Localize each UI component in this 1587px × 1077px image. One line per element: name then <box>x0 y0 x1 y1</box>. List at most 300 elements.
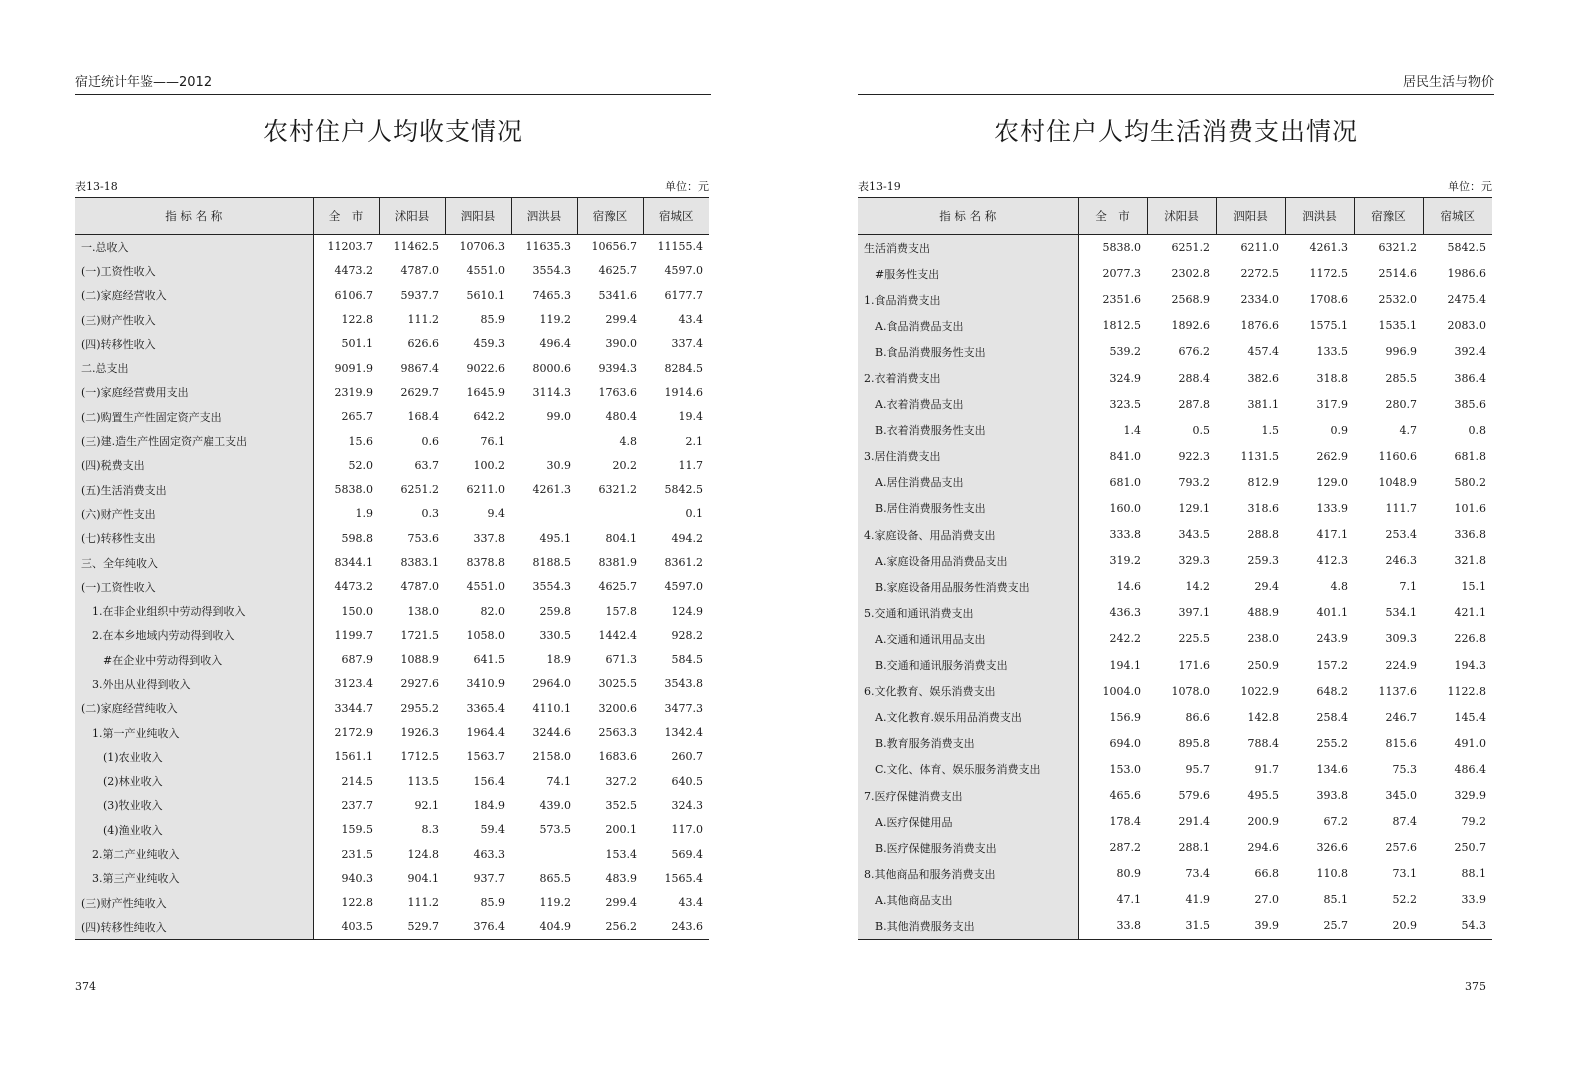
value-cell: 3025.5 <box>598 677 637 691</box>
value-cell: 865.5 <box>539 871 571 885</box>
table-row <box>75 648 709 672</box>
value-cell: 113.5 <box>407 774 439 788</box>
value-cell: 20.2 <box>612 458 637 472</box>
indicator-name: (二)家庭经营纯收入 <box>75 696 313 720</box>
value-cell: 569.4 <box>671 847 703 861</box>
table-row <box>75 818 709 842</box>
value-cell: 124.9 <box>671 604 703 618</box>
value-cell: 224.9 <box>1385 658 1417 672</box>
value-cell: 390.0 <box>605 337 637 351</box>
value-cell: 318.6 <box>1247 501 1279 515</box>
value-cell: 194.1 <box>1109 658 1141 672</box>
value-cell: 4597.0 <box>664 580 703 594</box>
value-cell: 385.6 <box>1454 397 1486 411</box>
column-header-region: 宿城区 <box>643 198 709 235</box>
value-cell: 110.8 <box>1316 867 1348 881</box>
value-cell: 401.1 <box>1316 606 1348 620</box>
value-cell: 4110.1 <box>532 701 571 715</box>
indicator-name: 7.医疗保健消费支出 <box>858 782 1078 808</box>
value-cell: 4787.0 <box>400 580 439 594</box>
indicator-name: 二.总支出 <box>75 356 313 380</box>
value-cell: 491.0 <box>1454 736 1486 750</box>
table-row <box>858 417 1492 443</box>
value-cell: 694.0 <box>1109 736 1141 750</box>
indicator-name: A.家庭设备用品消费品支出 <box>858 548 1078 574</box>
value-cell: 287.2 <box>1109 841 1141 855</box>
value-cell: 194.3 <box>1454 658 1486 672</box>
indicator-name: B.医疗保健服务消费支出 <box>858 835 1078 861</box>
value-cell: 14.6 <box>1116 580 1141 594</box>
page-number: 375 <box>1465 980 1486 993</box>
value-cell: 288.8 <box>1247 528 1279 542</box>
value-cell: 2077.3 <box>1102 267 1141 281</box>
indicator-name: 1.食品消费支出 <box>858 287 1078 313</box>
value-cell: 392.4 <box>1454 345 1486 359</box>
value-cell: 86.6 <box>1185 710 1210 724</box>
column-header-region: 宿豫区 <box>1354 198 1423 235</box>
value-cell: 529.7 <box>379 915 445 939</box>
table-row <box>858 495 1492 521</box>
value-cell: 480.4 <box>605 410 637 424</box>
value-cell: 226.8 <box>1454 632 1486 646</box>
table-row <box>858 443 1492 469</box>
page-title: 农村住户人均收支情况 <box>262 117 523 146</box>
value-cell: 937.7 <box>473 871 505 885</box>
value-cell: 157.2 <box>1316 658 1348 672</box>
value-cell: 157.8 <box>605 604 637 618</box>
value-cell: 3410.9 <box>466 677 505 691</box>
value-cell: 804.1 <box>605 531 637 545</box>
value-cell: 436.3 <box>1109 606 1141 620</box>
indicator-name: (一)家庭经营费用支出 <box>75 380 313 404</box>
table-row <box>858 730 1492 756</box>
value-cell: 318.8 <box>1316 371 1348 385</box>
value-cell: 501.1 <box>341 337 373 351</box>
table-row <box>75 356 709 380</box>
indicator-name: B.其他消费服务支出 <box>858 913 1078 939</box>
value-cell: 393.8 <box>1316 789 1348 803</box>
value-cell: 9394.3 <box>598 361 637 375</box>
table-row <box>75 259 709 283</box>
value-cell: 11203.7 <box>327 240 373 254</box>
table-row <box>75 550 709 574</box>
indicator-name: 4.家庭设备、用品消费支出 <box>858 522 1078 548</box>
value-cell: 8381.9 <box>598 556 637 569</box>
table-row <box>75 599 709 623</box>
value-cell: 3244.6 <box>532 726 571 740</box>
value-cell: 1172.5 <box>1309 267 1348 281</box>
value-cell <box>577 502 643 526</box>
value-cell: 0.8 <box>1468 423 1486 437</box>
value-cell: 337.8 <box>473 531 505 545</box>
indicator-name: 一.总收入 <box>75 235 313 259</box>
indicator-name: 8.其他商品和服务消费支出 <box>858 861 1078 887</box>
table-row <box>75 502 709 526</box>
value-cell: 0.1 <box>685 507 703 521</box>
value-cell: 382.6 <box>1247 371 1279 385</box>
value-cell: 642.2 <box>473 410 505 424</box>
value-cell: 253.4 <box>1385 528 1417 542</box>
value-cell: 459.3 <box>473 337 505 351</box>
value-cell: 895.8 <box>1178 736 1210 750</box>
value-cell: 262.9 <box>1316 449 1348 463</box>
indicator-name: (四)转移性收入 <box>75 332 313 356</box>
value-cell: 6251.2 <box>1171 241 1210 255</box>
value-cell: 681.8 <box>1454 449 1486 463</box>
value-cell: 4597.0 <box>664 264 703 278</box>
value-cell: 904.1 <box>407 871 439 885</box>
value-cell: 8.3 <box>421 823 439 837</box>
value-cell: 2302.8 <box>1171 267 1210 281</box>
value-cell: 788.4 <box>1247 736 1279 750</box>
value-cell: 260.7 <box>671 750 703 764</box>
table-row <box>858 600 1492 626</box>
value-cell: 404.9 <box>511 915 577 939</box>
consumption-expenditure-table <box>858 197 1492 940</box>
table-row <box>858 261 1492 287</box>
table-row <box>75 575 709 599</box>
value-cell: 231.5 <box>341 847 373 861</box>
value-cell: 2563.3 <box>598 726 637 740</box>
value-cell: 1561.1 <box>334 750 373 764</box>
table-row <box>858 782 1492 808</box>
value-cell: 160.0 <box>1109 501 1141 515</box>
value-cell: 168.4 <box>407 410 439 424</box>
table-row <box>858 339 1492 365</box>
value-cell: 598.8 <box>341 531 373 545</box>
value-cell: 8378.8 <box>466 556 505 569</box>
indicator-name: 三、全年纯收入 <box>75 550 313 574</box>
indicator-name: 1.第一产业纯收入 <box>75 720 313 744</box>
value-cell: 159.5 <box>341 823 373 837</box>
indicator-name: (七)转移性支出 <box>75 526 313 550</box>
value-cell: 111.7 <box>1385 501 1417 515</box>
column-header-region: 宿城区 <box>1423 198 1492 235</box>
value-cell: 153.4 <box>605 847 637 861</box>
value-cell: 2172.9 <box>334 726 373 740</box>
table-row <box>75 235 709 259</box>
value-cell: 4551.0 <box>466 580 505 594</box>
value-cell: 6177.7 <box>664 288 703 302</box>
table-row <box>75 720 709 744</box>
value-cell: 2.1 <box>685 434 703 448</box>
value-cell: 2629.7 <box>400 385 439 399</box>
indicator-name: #服务性支出 <box>858 261 1078 287</box>
value-cell: 397.1 <box>1178 606 1210 620</box>
unit-label: 单位：元 <box>665 180 709 193</box>
value-cell: 2351.6 <box>1102 293 1141 307</box>
value-cell: 1926.3 <box>400 726 439 740</box>
indicator-name: (一)工资性收入 <box>75 259 313 283</box>
table-row <box>858 835 1492 861</box>
table-row <box>858 809 1492 835</box>
value-cell: 280.7 <box>1385 397 1417 411</box>
value-cell: 41.9 <box>1185 893 1210 907</box>
indicator-name: 2.衣着消费支出 <box>858 365 1078 391</box>
table-row <box>75 769 709 793</box>
value-cell: 134.6 <box>1316 762 1348 776</box>
value-cell: 39.9 <box>1216 913 1285 939</box>
value-cell: 687.9 <box>341 653 373 667</box>
indicator-name: #在企业中劳动得到收入 <box>75 648 313 672</box>
value-cell: 4551.0 <box>466 264 505 278</box>
value-cell: 258.4 <box>1316 710 1348 724</box>
value-cell: 324.9 <box>1109 371 1141 385</box>
value-cell: 82.0 <box>480 604 505 618</box>
value-cell: 18.9 <box>546 653 571 667</box>
value-cell: 3554.3 <box>532 264 571 278</box>
value-cell: 111.2 <box>407 313 439 327</box>
indicator-name: (五)生活消费支出 <box>75 477 313 501</box>
value-cell: 584.5 <box>671 653 703 667</box>
value-cell: 145.4 <box>1454 710 1486 724</box>
value-cell: 1565.4 <box>664 871 703 885</box>
value-cell: 259.8 <box>539 604 571 618</box>
value-cell: 329.9 <box>1454 789 1486 803</box>
value-cell: 29.4 <box>1254 580 1279 594</box>
value-cell: 4261.3 <box>1309 241 1348 255</box>
value-cell: 2158.0 <box>532 750 571 764</box>
indicator-name: (二)家庭经营收入 <box>75 283 313 307</box>
column-header-region: 泗阳县 <box>445 198 511 235</box>
indicator-name: 6.文化教育、娱乐消费支出 <box>858 678 1078 704</box>
column-header-region: 沭阳县 <box>1147 198 1216 235</box>
indicator-name: A.居住消费品支出 <box>858 469 1078 495</box>
value-cell: 9091.9 <box>334 361 373 375</box>
value-cell: 142.8 <box>1247 710 1279 724</box>
table-row <box>858 887 1492 913</box>
value-cell: 138.0 <box>407 604 439 618</box>
value-cell: 1812.5 <box>1102 319 1141 333</box>
value-cell: 256.2 <box>577 915 643 939</box>
indicator-name: 5.交通和通讯消费支出 <box>858 600 1078 626</box>
value-cell: 5838.0 <box>1102 241 1141 255</box>
table-row <box>75 429 709 453</box>
value-cell: 19.4 <box>678 410 703 424</box>
table-row <box>858 391 1492 417</box>
value-cell: 85.1 <box>1323 893 1348 907</box>
value-cell: 3344.7 <box>334 701 373 715</box>
running-head: 居民生活与物价 <box>858 74 1494 95</box>
value-cell: 119.2 <box>539 896 571 910</box>
value-cell: 3554.3 <box>532 580 571 594</box>
column-header-region: 全 市 <box>1078 198 1147 235</box>
value-cell: 539.2 <box>1109 345 1141 359</box>
value-cell: 2532.0 <box>1378 293 1417 307</box>
value-cell: 66.8 <box>1254 867 1279 881</box>
table-row <box>75 307 709 331</box>
value-cell: 75.3 <box>1392 762 1417 776</box>
value-cell: 1892.6 <box>1171 319 1210 333</box>
value-cell: 319.2 <box>1109 554 1141 568</box>
value-cell: 95.7 <box>1185 762 1210 776</box>
value-cell: 5838.0 <box>334 483 373 497</box>
value-cell: 483.9 <box>605 871 637 885</box>
value-cell: 43.4 <box>678 896 703 910</box>
value-cell: 4473.2 <box>334 264 373 278</box>
value-cell <box>511 429 577 453</box>
value-cell: 8344.1 <box>334 556 373 569</box>
value-cell: 1048.9 <box>1378 475 1417 489</box>
value-cell: 681.0 <box>1109 475 1141 489</box>
indicator-name: B.家庭设备用品服务性消费支出 <box>858 574 1078 600</box>
value-cell: 85.9 <box>480 313 505 327</box>
column-header-region: 全 市 <box>313 198 379 235</box>
table-row <box>858 313 1492 339</box>
value-cell: 3477.3 <box>664 701 703 715</box>
value-cell: 8000.6 <box>532 361 571 375</box>
value-cell: 494.2 <box>671 531 703 545</box>
table-row <box>858 626 1492 652</box>
value-cell: 6321.2 <box>1378 241 1417 255</box>
value-cell: 1563.7 <box>466 750 505 764</box>
value-cell: 5842.5 <box>664 483 703 497</box>
indicator-name: 2.第二产业纯收入 <box>75 842 313 866</box>
value-cell: 1342.4 <box>664 726 703 740</box>
value-cell: 52.2 <box>1392 893 1417 907</box>
value-cell: 30.9 <box>546 458 571 472</box>
value-cell: 238.0 <box>1247 632 1279 646</box>
value-cell: 11462.5 <box>393 240 439 254</box>
value-cell: 15.6 <box>348 434 373 448</box>
value-cell: 200.1 <box>605 823 637 837</box>
value-cell: 287.8 <box>1178 397 1210 411</box>
value-cell: 9.4 <box>487 507 505 521</box>
table-row <box>858 704 1492 730</box>
value-cell: 54.3 <box>1423 913 1492 939</box>
value-cell: 1708.6 <box>1309 293 1348 307</box>
value-cell: 288.1 <box>1178 841 1210 855</box>
value-cell: 47.1 <box>1116 893 1141 907</box>
value-cell: 0.3 <box>421 507 439 521</box>
indicator-name: (三)财产性收入 <box>75 307 313 331</box>
table-row <box>858 548 1492 574</box>
value-cell: 291.4 <box>1178 815 1210 829</box>
value-cell: 0.9 <box>1330 423 1348 437</box>
value-cell: 1986.6 <box>1447 267 1486 281</box>
table-row <box>858 522 1492 548</box>
indicator-name: (二)购置生产性固定资产支出 <box>75 405 313 429</box>
value-cell: 417.1 <box>1316 528 1348 542</box>
indicator-name: 1.在非企业组织中劳动得到收入 <box>75 599 313 623</box>
value-cell: 3114.3 <box>532 385 571 399</box>
value-cell: 124.8 <box>407 847 439 861</box>
indicator-name: A.文化教育.娱乐用品消费支出 <box>858 704 1078 730</box>
value-cell: 1914.6 <box>664 385 703 399</box>
value-cell: 1645.9 <box>466 385 505 399</box>
income-expenditure-table <box>75 197 709 940</box>
value-cell: 403.5 <box>313 915 379 939</box>
table-row <box>75 405 709 429</box>
value-cell: 1721.5 <box>400 628 439 642</box>
value-cell: 641.5 <box>473 653 505 667</box>
value-cell: 573.5 <box>539 823 571 837</box>
value-cell: 1.9 <box>355 507 373 521</box>
table-row <box>858 235 1492 261</box>
value-cell: 11635.3 <box>525 240 571 254</box>
value-cell: 171.6 <box>1178 658 1210 672</box>
value-cell: 117.0 <box>671 823 703 837</box>
indicator-name: A.交通和通讯用品支出 <box>858 626 1078 652</box>
value-cell: 2955.2 <box>400 701 439 715</box>
value-cell: 74.1 <box>546 774 571 788</box>
value-cell: 343.5 <box>1178 528 1210 542</box>
value-cell: 2514.6 <box>1378 267 1417 281</box>
value-cell: 129.0 <box>1316 475 1348 489</box>
value-cell: 214.5 <box>341 774 373 788</box>
value-cell: 246.7 <box>1385 710 1417 724</box>
indicator-name: (4)渔业收入 <box>75 818 313 842</box>
value-cell: 815.6 <box>1385 736 1417 750</box>
column-header-region: 泗洪县 <box>1285 198 1354 235</box>
value-cell: 9022.6 <box>466 361 505 375</box>
value-cell: 250.9 <box>1247 658 1279 672</box>
table-row <box>75 623 709 647</box>
value-cell: 1199.7 <box>334 628 373 642</box>
indicator-name: B.食品消费服务性支出 <box>858 339 1078 365</box>
table-row <box>75 332 709 356</box>
indicator-name: 3.第三产业纯收入 <box>75 866 313 890</box>
value-cell: 156.4 <box>473 774 505 788</box>
value-cell: 294.6 <box>1247 841 1279 855</box>
indicator-name: (1)农业收入 <box>75 745 313 769</box>
value-cell: 996.9 <box>1385 345 1417 359</box>
value-cell: 243.9 <box>1316 632 1348 646</box>
value-cell: 122.8 <box>341 896 373 910</box>
indicator-name: B.交通和通讯服务消费支出 <box>858 652 1078 678</box>
value-cell: 321.8 <box>1454 554 1486 568</box>
value-cell: 133.5 <box>1316 345 1348 359</box>
value-cell: 27.0 <box>1254 893 1279 907</box>
value-cell: 59.4 <box>480 823 505 837</box>
value-cell: 1022.9 <box>1240 684 1279 698</box>
value-cell: 626.6 <box>407 337 439 351</box>
value-cell: 4625.7 <box>598 580 637 594</box>
value-cell: 43.4 <box>678 313 703 327</box>
value-cell: 299.4 <box>605 896 637 910</box>
value-cell: 4787.0 <box>400 264 439 278</box>
table-row <box>75 696 709 720</box>
value-cell: 153.0 <box>1109 762 1141 776</box>
indicator-name: B.居住消费服务性支出 <box>858 495 1078 521</box>
value-cell: 79.2 <box>1461 815 1486 829</box>
table-row <box>75 283 709 307</box>
column-header-indicator: 指 标 名 称 <box>858 198 1078 235</box>
value-cell: 330.5 <box>539 628 571 642</box>
value-cell: 9867.4 <box>400 361 439 375</box>
table-row <box>75 453 709 477</box>
value-cell: 225.5 <box>1178 632 1210 646</box>
indicator-name: A.衣着消费品支出 <box>858 391 1078 417</box>
table-row <box>75 793 709 817</box>
table-row <box>858 861 1492 887</box>
value-cell: 336.8 <box>1454 528 1486 542</box>
table-row <box>858 469 1492 495</box>
value-cell: 928.2 <box>671 628 703 642</box>
value-cell: 671.3 <box>605 653 637 667</box>
value-cell: 111.2 <box>407 896 439 910</box>
value-cell: 133.9 <box>1316 501 1348 515</box>
value-cell: 156.9 <box>1109 710 1141 724</box>
value-cell: 11.7 <box>678 458 703 472</box>
value-cell: 486.4 <box>1454 762 1486 776</box>
value-cell: 309.3 <box>1385 632 1417 646</box>
value-cell: 73.4 <box>1185 867 1210 881</box>
column-header-region: 沭阳县 <box>379 198 445 235</box>
value-cell: 579.6 <box>1178 789 1210 803</box>
unit-label: 单位：元 <box>1448 180 1492 193</box>
value-cell: 2319.9 <box>334 385 373 399</box>
